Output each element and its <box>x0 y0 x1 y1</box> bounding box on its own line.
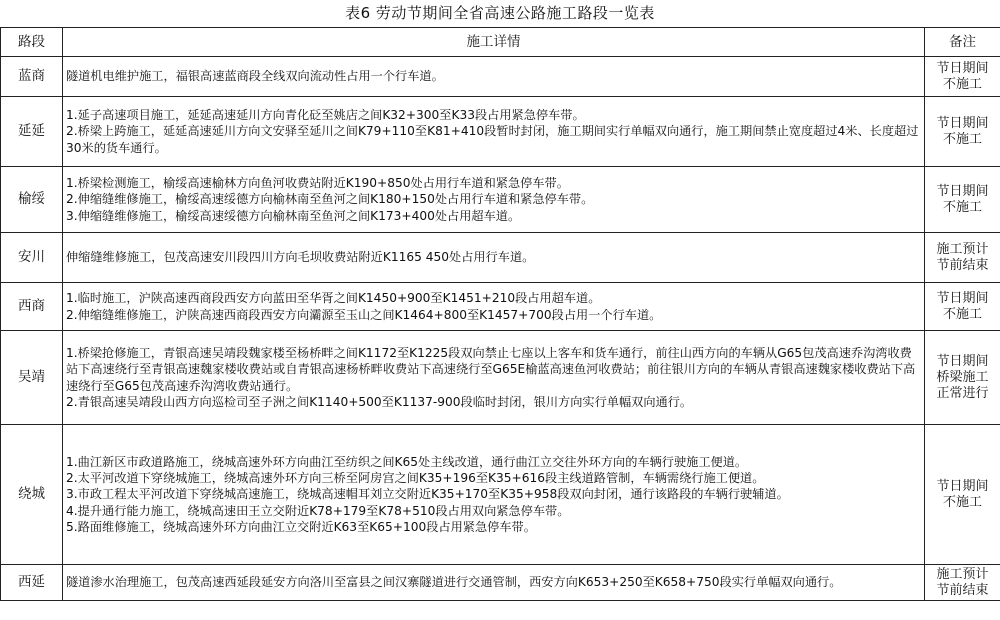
note-line: 不施工 <box>942 306 982 322</box>
note-line: 桥梁施工 <box>936 369 989 385</box>
note-line: 施工预计 <box>936 566 989 582</box>
detail-cell <box>63 233 925 283</box>
note-cell <box>925 283 1000 331</box>
detail-cell <box>63 425 925 565</box>
header-section: 路段 <box>1 28 63 57</box>
detail-line: 伸缩缝维修施工，包茂高速安川段四川方向毛坝收费站附近K1165 450处占用行车道。 <box>66 250 535 265</box>
table-row <box>1 425 1000 565</box>
section-cell: 延延 <box>1 97 63 167</box>
detail-cell <box>63 57 925 97</box>
note-line: 节日期间 <box>936 478 989 494</box>
note-line: 不施工 <box>942 131 982 147</box>
note-line: 施工预计 <box>936 241 989 257</box>
note-line: 节日期间 <box>936 115 989 131</box>
detail-line: 5.路面维修施工，绕城高速外环方向曲江立交附近K63至K65+100段占用紧急停车带。 <box>66 519 536 534</box>
section-cell: 西延 <box>1 565 63 601</box>
detail-line: 3.伸缩缝维修施工，榆绥高速绥德方向榆林南至鱼河之间K173+400处占用超车道。 <box>66 208 521 223</box>
note-line: 节日期间 <box>936 183 989 199</box>
table-title: 表6 劳动节期间全省高速公路施工路段一览表 <box>345 4 655 22</box>
detail-line: 1.临时施工，沪陕高速西商段西安方向蓝田至华胥之间K1450+900至K1451+210段占用超车道。 <box>66 291 601 306</box>
detail-cell <box>63 283 925 331</box>
section-cell: 西商 <box>1 283 63 331</box>
note-line: 不施工 <box>942 199 982 215</box>
note-line: 不施工 <box>942 76 982 92</box>
table-row <box>1 167 1000 233</box>
note-line: 不施工 <box>942 494 982 510</box>
table-row <box>1 233 1000 283</box>
detail-line: 隧道渗水治理施工，包茂高速西延段延安方向洛川至富县之间汉寨隧道进行交通管制，西安方向K653+250至K658+750段实行单幅双向通行。 <box>66 575 842 590</box>
detail-line: 1.延子高速项目施工，延延高速延川方向青化砭至姚店之间K32+300至K33段占用紧急停车带。 <box>66 108 585 123</box>
note-cell <box>925 57 1000 97</box>
detail-line: 2.青银高速吴靖段山西方向巡检司至子洲之间K1140+500至K1137-900段临时封闭，银川方向实行单幅双向通行。 <box>66 394 693 409</box>
note-cell <box>925 233 1000 283</box>
section-cell: 绕城 <box>1 425 63 565</box>
table-row <box>1 331 1000 425</box>
detail-line: 2.桥梁上跨施工，延延高速延川方向文安驿至延川之间K79+110至K81+410段暂时封闭，施工期间实行单幅双向通行，施工期间禁止宽度超过4米、长度超过30米的货车通行。 <box>66 124 919 155</box>
header-note: 备注 <box>925 28 1000 57</box>
note-cell <box>925 97 1000 167</box>
detail-line: 1.桥梁抢修施工，青银高速吴靖段魏家楼至杨桥畔之间K1172至K1225段双向禁止七座以上客车和货车通行，前往山西方向的车辆从G65包茂高速乔沟湾收费站下高速绕行至青银高速魏家楼收费站或自青银高速杨桥畔收费站下高速绕行至G65E榆蓝高速鱼河收费站；前往银川方向的车辆从青银高速魏家楼收费站下高速绕行至G65包茂高速乔沟湾收费站通行。 <box>66 346 916 393</box>
table-row <box>1 97 1000 167</box>
table-row <box>1 283 1000 331</box>
note-line: 节前结束 <box>936 257 989 273</box>
section-cell: 蓝商 <box>1 57 63 97</box>
note-cell <box>925 331 1000 425</box>
note-line: 节前结束 <box>936 582 989 598</box>
section-cell: 榆绥 <box>1 167 63 233</box>
detail-cell <box>63 167 925 233</box>
detail-line: 2.太平河改道下穿绕城施工，绕城高速外环方向三桥至阿房宫之间K35+196至K35+616段主线道路管制，车辆需绕行施工便道。 <box>66 471 765 486</box>
header-row <box>1 28 1000 57</box>
note-cell <box>925 565 1000 601</box>
header-detail: 施工详情 <box>63 28 925 57</box>
table-row <box>1 57 1000 97</box>
section-cell: 安川 <box>1 233 63 283</box>
detail-line: 3.市政工程太平河改道下穿绕城高速施工，绕城高速帽耳刘立交附近K35+170至K35+958段双向封闭，通行该路段的车辆行驶辅道。 <box>66 487 789 502</box>
construction-table <box>0 27 1000 601</box>
detail-cell <box>63 97 925 167</box>
table-row <box>1 565 1000 601</box>
note-cell <box>925 425 1000 565</box>
note-cell <box>925 167 1000 233</box>
note-line: 节日期间 <box>936 290 989 306</box>
detail-line: 2.伸缩缝维修施工，榆绥高速绥德方向榆林南至鱼河之间K180+150处占用行车道和紧急停车带。 <box>66 192 594 207</box>
note-line: 正常进行 <box>936 385 989 401</box>
detail-cell <box>63 565 925 601</box>
detail-line: 1.曲江新区市政道路施工，绕城高速外环方向曲江至纺织之间K65处主线改道，通行曲江立交往外环方向的车辆行驶施工便道。 <box>66 454 748 469</box>
detail-line: 1.桥梁检测施工，榆绥高速榆林方向鱼河收费站附近K190+850处占用行车道和紧急停车带。 <box>66 176 569 191</box>
section-cell: 吴靖 <box>1 331 63 425</box>
detail-cell <box>63 331 925 425</box>
note-line: 节日期间 <box>936 353 989 369</box>
note-line: 节日期间 <box>936 60 989 76</box>
detail-line: 4.提升通行能力施工，绕城高速田王立交附近K78+179至K78+510段占用双向紧急停车带。 <box>66 503 570 518</box>
detail-line: 隧道机电维护施工，福银高速蓝商段全线双向流动性占用一个行车道。 <box>66 69 444 84</box>
detail-line: 2.伸缩缝维修施工，沪陕高速西商段西安方向灞源至玉山之间K1464+800至K1457+700段占用一个行车道。 <box>66 307 662 322</box>
